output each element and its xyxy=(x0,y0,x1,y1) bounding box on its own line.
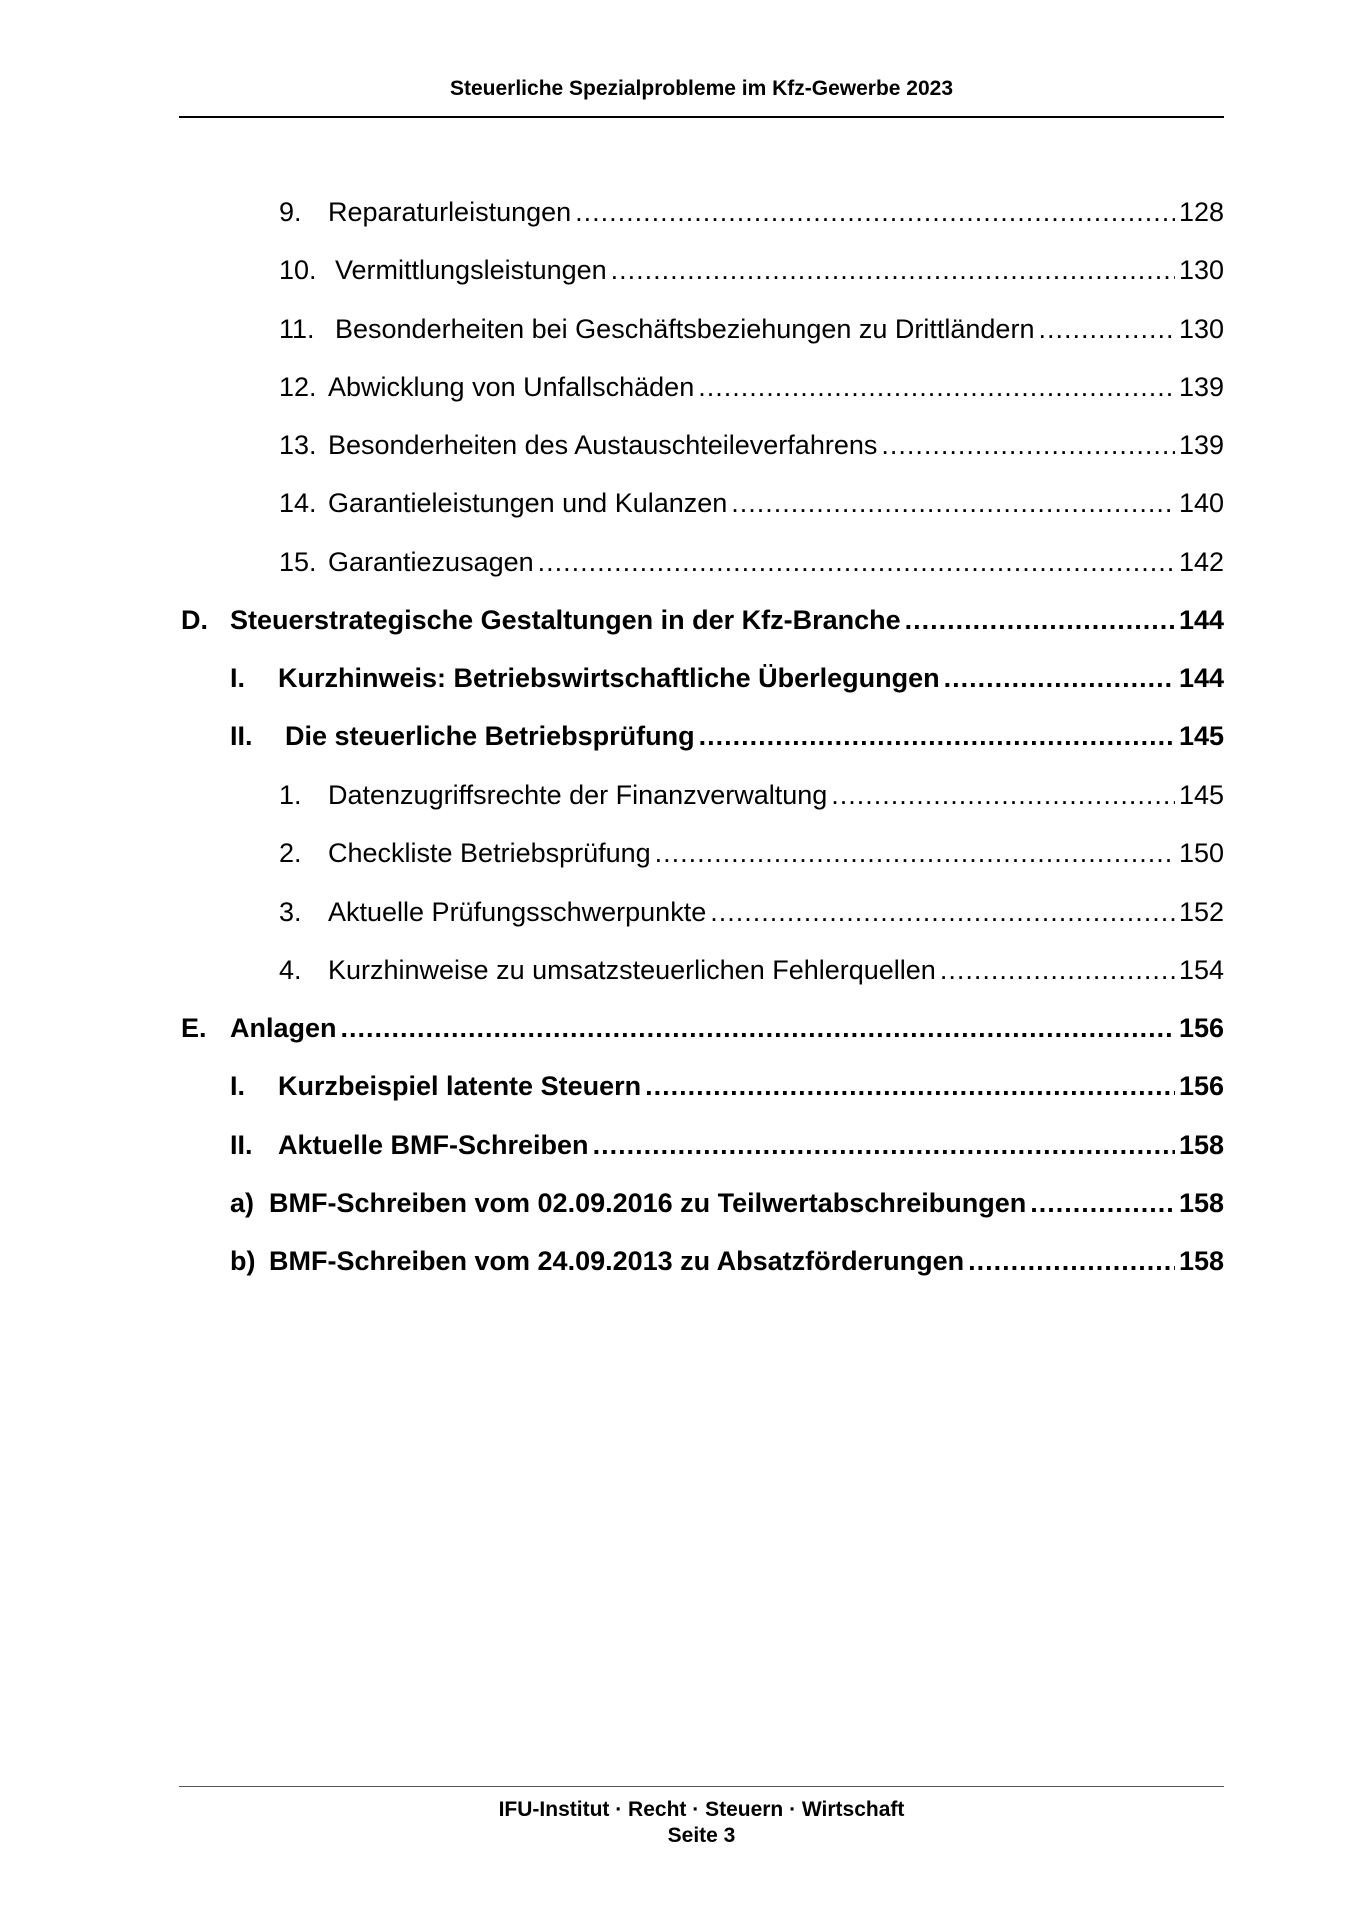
toc-entry-number: II. xyxy=(230,1130,253,1160)
toc-leader-dots xyxy=(831,778,1175,812)
toc-entry-page: 128 xyxy=(1178,197,1224,227)
toc-entry-title: Aktuelle BMF-Schreiben xyxy=(278,1130,589,1160)
toc-entry-d-ii[interactable] xyxy=(230,719,1224,753)
toc-entry-page: 144 xyxy=(1178,605,1224,635)
header-divider xyxy=(179,116,1224,118)
toc-leader-dots xyxy=(1030,1186,1175,1220)
toc-entry-a[interactable] xyxy=(230,1186,1224,1220)
toc-leader-dots xyxy=(1038,312,1174,346)
toc-entry-e-ii[interactable] xyxy=(230,1128,1224,1162)
toc-leader-dots xyxy=(905,603,1175,637)
toc-entry-title: Checkliste Betriebsprüfung xyxy=(328,838,651,868)
toc-entry-title: BMF-Schreiben vom 02.09.2016 zu Teilwertabschreibungen xyxy=(269,1188,1027,1218)
toc-entry-number: 15. xyxy=(279,547,317,577)
toc-entry-number: I. xyxy=(230,663,246,693)
toc-entry-title: Garantieleistungen und Kulanzen xyxy=(328,488,728,518)
page-header-title: Steuerliche Spezialprobleme im Kfz-Gewerbe 2023 xyxy=(449,77,953,100)
toc-entry-page: 140 xyxy=(1178,488,1224,518)
toc-entry-title: Kurzbeispiel latente Steuern xyxy=(278,1071,642,1101)
toc-entry-page: 158 xyxy=(1178,1246,1224,1276)
toc-leader-dots xyxy=(710,895,1175,929)
toc-entry-e[interactable] xyxy=(181,1011,1224,1045)
toc-entry-d-i[interactable] xyxy=(230,661,1224,695)
toc-entry-title: Besonderheiten des Austauschteileverfahrens xyxy=(328,430,878,460)
toc-entry-page: 145 xyxy=(1178,780,1224,810)
toc-entry-1[interactable] xyxy=(279,778,1224,812)
toc-entry-e-i[interactable] xyxy=(230,1069,1224,1103)
toc-entry-number: 1. xyxy=(279,780,302,810)
toc-entry-page: 154 xyxy=(1178,955,1224,985)
toc-entry-page: 144 xyxy=(1178,663,1224,693)
toc-entry-title: Aktuelle Prüfungsschwerpunkte xyxy=(328,897,707,927)
toc-entry-number: 9. xyxy=(279,197,302,227)
toc-entry-2[interactable] xyxy=(279,836,1224,870)
toc-entry-title: Kurzhinweis: Betriebswirtschaftliche Überlegungen xyxy=(278,663,940,693)
toc-leader-dots xyxy=(731,486,1175,520)
toc-entry-page: 152 xyxy=(1178,897,1224,927)
toc-entry-11[interactable] xyxy=(279,312,1224,346)
toc-entry-number: I. xyxy=(230,1071,246,1101)
toc-entry-title: Abwicklung von Unfallschäden xyxy=(328,372,695,402)
page-footer xyxy=(179,1797,1224,1849)
toc-entry-title: Besonderheiten bei Geschäftsbeziehungen zu Drittländern xyxy=(335,314,1035,344)
toc-leader-dots xyxy=(881,428,1175,462)
toc-entry-page: 156 xyxy=(1178,1013,1224,1043)
toc-entry-title: BMF-Schreiben vom 24.09.2013 zu Absatzförderungen xyxy=(269,1246,965,1276)
toc-entry-page: 145 xyxy=(1178,721,1224,751)
toc-entry-number: 10. xyxy=(279,255,317,285)
toc-leader-dots xyxy=(940,953,1175,987)
toc-entry-page: 139 xyxy=(1178,372,1224,402)
toc-entry-title: Reparaturleistungen xyxy=(328,197,572,227)
toc-entry-title: Vermittlungsleistungen xyxy=(335,255,607,285)
toc-leader-dots xyxy=(611,253,1175,287)
toc-entry-number: 11. xyxy=(279,314,315,344)
toc-entry-number: 12. xyxy=(279,372,317,402)
footer-page-number: Seite 3 xyxy=(667,1824,736,1847)
toc-entry-title: Die steuerliche Betriebsprüfung xyxy=(285,721,695,751)
toc-entry-page: 139 xyxy=(1178,430,1224,460)
toc-leader-dots xyxy=(593,1128,1175,1162)
toc-leader-dots xyxy=(341,1011,1175,1045)
toc-entry-4[interactable] xyxy=(279,953,1224,987)
toc-leader-dots xyxy=(575,195,1175,229)
toc-leader-dots xyxy=(699,719,1175,753)
toc-leader-dots xyxy=(698,370,1175,404)
toc-entry-page: 142 xyxy=(1178,547,1224,577)
toc-entry-number: a) xyxy=(230,1188,255,1218)
toc-entry-page: 156 xyxy=(1178,1071,1224,1101)
footer-divider xyxy=(179,1786,1224,1787)
toc-entry-page: 158 xyxy=(1178,1188,1224,1218)
toc-entry-number: E. xyxy=(181,1013,207,1043)
toc-entry-12[interactable] xyxy=(279,370,1224,404)
toc-entry-title: Garantiezusagen xyxy=(328,547,534,577)
toc-entry-13[interactable] xyxy=(279,428,1224,462)
toc-entry-page: 130 xyxy=(1178,314,1224,344)
toc-entry-number: 4. xyxy=(279,955,302,985)
toc-leader-dots xyxy=(944,661,1175,695)
toc-leader-dots xyxy=(645,1069,1175,1103)
toc-entry-number: 13. xyxy=(279,430,317,460)
toc-entry-d[interactable] xyxy=(181,603,1224,637)
toc-entry-number: D. xyxy=(181,605,208,635)
toc-entry-15[interactable] xyxy=(279,545,1224,579)
toc-leader-dots xyxy=(538,545,1175,579)
toc-entry-title: Datenzugriffsrechte der Finanzverwaltung xyxy=(328,780,828,810)
toc-entry-3[interactable] xyxy=(279,895,1224,929)
toc-entry-title: Steuerstrategische Gestaltungen in der Kfz-Branche xyxy=(230,605,901,635)
toc-entry-page: 158 xyxy=(1178,1130,1224,1160)
toc-entry-title: Kurzhinweise zu umsatzsteuerlichen Fehlerquellen xyxy=(328,955,936,985)
toc-entry-b[interactable] xyxy=(230,1244,1224,1278)
toc-entry-page: 150 xyxy=(1178,838,1224,868)
toc-entry-number: 14. xyxy=(279,488,317,518)
toc-entry-page: 130 xyxy=(1178,255,1224,285)
toc-entry-number: 2. xyxy=(279,838,302,868)
footer-institute: IFU-Institut · Recht · Steuern · Wirtschaft xyxy=(498,1798,905,1821)
toc-entry-14[interactable] xyxy=(279,486,1224,520)
toc-leader-dots xyxy=(968,1244,1175,1278)
toc-entry-title: Anlagen xyxy=(230,1013,337,1043)
toc-leader-dots xyxy=(655,836,1175,870)
toc-entry-number: 3. xyxy=(279,897,302,927)
toc-entry-9[interactable] xyxy=(279,195,1224,229)
toc-entry-number: b) xyxy=(230,1246,256,1276)
toc-entry-number: II. xyxy=(230,721,253,751)
toc-entry-10[interactable] xyxy=(279,253,1224,287)
